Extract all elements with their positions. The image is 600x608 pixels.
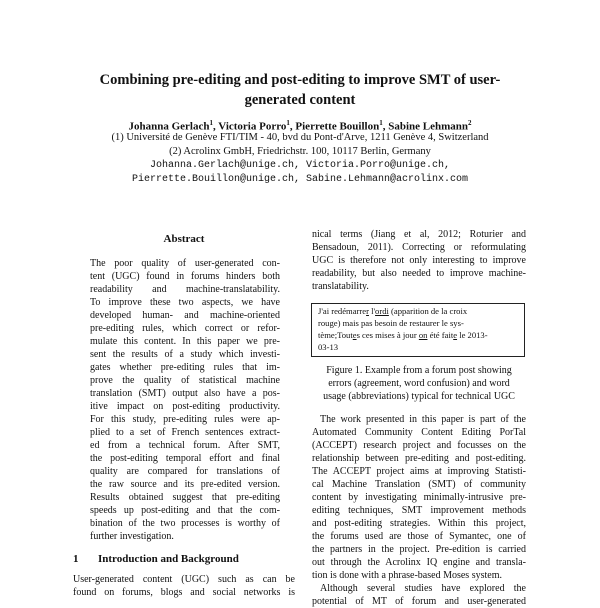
abstract-line: The poor quality of user-generated con-: [90, 258, 280, 269]
author-affil-mark: 1: [286, 119, 290, 127]
body-line: Although several studies have explored the: [320, 583, 526, 594]
author-name: Victoria Porro: [218, 120, 287, 133]
abstract-line: sent the results of a study which investi-: [90, 349, 280, 360]
intro-line: found on forums, blogs and social networks is: [73, 587, 295, 598]
author-emails-1: Johanna.Gerlach@unige.ch, Victoria.Porro@unige.ch,: [149, 160, 451, 171]
author-separator: ,: [212, 120, 219, 133]
body-line: potential of MT of forum and user-generated: [312, 596, 526, 607]
abstract-line: the raw source and its pre-edited version.: [90, 479, 280, 490]
body-line: The ACCEPT project aims at improving Statisti-: [312, 466, 526, 477]
example-line-4: 03-13: [318, 342, 339, 352]
abstract-line: Results obtained suggest that pre-editing: [90, 492, 280, 503]
author-name: Pierrette Bouillon: [295, 120, 380, 133]
example-text: été fait: [427, 330, 454, 340]
body-line: Automated Community Content Editing PorTal: [312, 427, 526, 438]
abstract-line: For this study, pre-editing rules were ap-: [90, 414, 280, 425]
figure-caption: [312, 364, 526, 403]
example-line-2: rouge) mais pas besoin de restaurer le sys-: [318, 318, 464, 328]
abstract-line: readability and machine-translatability.: [90, 284, 280, 295]
author-affil-mark: 1: [209, 119, 213, 127]
abstract-line: translation (SMT) output also have a pos-: [90, 388, 280, 399]
author-name: Johanna Gerlach: [128, 120, 210, 133]
example-line-3: [318, 330, 488, 341]
abstract-line: tent (UGC) found in forums hinders both: [90, 271, 280, 282]
abstract-line: the post-editing temporal effort and final: [90, 453, 280, 464]
author-separator: ,: [382, 120, 389, 133]
body-line: readability, but also needed to improve machine-: [312, 268, 526, 279]
example-text: Tout: [337, 330, 353, 340]
title-line-1: Combining pre-editing and post-editing to improve SMT of user-: [99, 72, 501, 88]
abstract-line: prove the quality of statistical machine: [90, 375, 280, 386]
example-error-highlight: e: [453, 330, 458, 340]
example-error-highlight: e: [352, 330, 357, 340]
caption-line: Figure 1. Example from a forum post showing: [326, 365, 512, 376]
title-line-2: generated content: [244, 92, 356, 108]
abstract-line: bination of the two processes is worthy of: [90, 518, 280, 529]
author-affil-mark: 1: [379, 119, 383, 127]
affiliation-1: (1) Université de Genève FTI/TIM - 40, bvd du Pont-d'Arve, 1211 Genève 4, Switzerland: [111, 132, 489, 143]
section-heading-intro: [73, 552, 239, 566]
body-line: the partners in the project. Pre-edition is carried: [312, 544, 526, 555]
example-text: s ces mises à jour: [356, 330, 419, 340]
abstract-line: pre-editing rules, which correct or refor-: [90, 323, 280, 334]
body-line: cal Machine Translation (SMT) of community: [312, 479, 526, 490]
example-text: J'ai redémarre: [318, 306, 367, 316]
body-line: and post-editing strategies. Within this project,: [312, 518, 526, 529]
author-emails-2: Pierrette.Bouillon@unige.ch, Sabine.Lehmann@acrolinx.com: [131, 174, 469, 185]
body-line: content by investigating minimally-intrusive pre-: [312, 492, 526, 503]
abstract-line: itive impact on post-editing productivity.: [90, 401, 280, 412]
caption-line: errors (agreement, word confusion) and word: [328, 378, 510, 389]
body-line: the forums used are those of Symantec, one of: [312, 531, 526, 542]
abstract-line: quality are compared for translations of: [90, 466, 280, 477]
body-line: editing techniques, SMT improvement methods: [312, 505, 526, 516]
paper-title: [0, 70, 600, 110]
body-line: out through the Acrolinx IQ engine and transla-: [312, 557, 526, 568]
section-number: 1: [73, 553, 79, 565]
example-error-highlight: ordi: [375, 306, 389, 316]
example-error-highlight: r: [366, 306, 369, 316]
example-text: le 2013-: [457, 330, 488, 340]
body-line: UGC is therefore not only interesting to improve: [312, 255, 526, 266]
intro-line: User-generated content (UGC) such as can be: [73, 574, 295, 585]
abstract-line: developed human- and machine-oriented: [90, 310, 280, 321]
intro-body: [73, 573, 295, 599]
author-separator: ,: [289, 120, 296, 133]
example-line-1: [318, 306, 467, 317]
affiliation-2: (2) Acrolinx GmbH, Friedrichstr. 100, 10117 Berlin, Germany: [169, 146, 431, 157]
abstract-heading: Abstract: [163, 233, 205, 245]
body-line: nical terms (Jiang et al, 2012; Roturier and: [312, 229, 526, 240]
body-line: translatability.: [312, 281, 369, 292]
body-line: The work presented in this paper is part of the: [320, 414, 526, 425]
body-line: tion is done with a phrase-based Moses system.: [312, 570, 502, 581]
author-affil-mark: 2: [468, 119, 472, 127]
abstract-line: plied to a set of French sentences extract-: [90, 427, 280, 438]
body-line: relationship between pre-editing and post-editing.: [312, 453, 526, 464]
abstract-line: speeds up post-editing and that the com-: [90, 505, 280, 516]
example-text: tème;: [318, 330, 338, 340]
example-box: [311, 303, 525, 357]
abstract-line: further investigation.: [90, 531, 174, 542]
abstract-line: ed from a technical forum. After SMT,: [90, 440, 280, 451]
author-name: Sabine Lehmann: [388, 120, 468, 133]
abstract-body: [90, 257, 280, 543]
right-column-top: [312, 228, 526, 293]
caption-line: usage (abbreviations) typical for technical UGC: [323, 391, 515, 402]
abstract-line: To improve these two aspects, we have: [90, 297, 280, 308]
example-text: l': [368, 306, 376, 316]
body-line: Bensadoun, 2011). Correcting or reformulating: [312, 242, 526, 253]
example-text: (apparition de la croix: [388, 306, 468, 316]
section-title: Introduction and Background: [98, 553, 239, 565]
abstract-line: gates whether pre-editing rules that im-: [90, 362, 280, 373]
right-column-body: [312, 413, 526, 608]
body-line: (ACCEPT) research project and focusses on the: [312, 440, 526, 451]
abstract-line: mulate this content. In this paper we pre-: [90, 336, 280, 347]
example-error-highlight: on: [418, 330, 428, 340]
